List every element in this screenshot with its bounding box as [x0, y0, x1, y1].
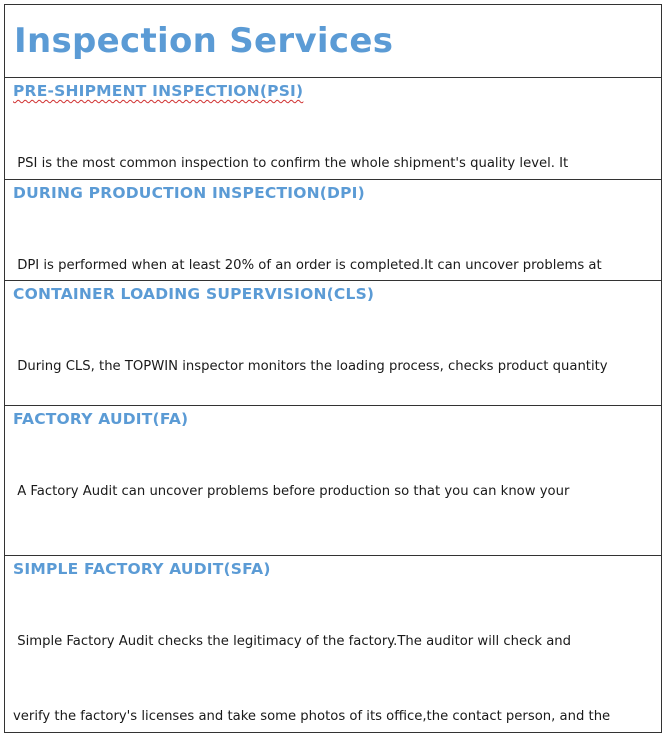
section-heading: PRE-SHIPMENT INSPECTION(PSI): [13, 82, 304, 100]
section-heading: DURING PRODUCTION INSPECTION(DPI): [13, 184, 365, 202]
section-sfa: [5, 556, 661, 732]
section-fa: [5, 406, 661, 556]
section-cls: [5, 281, 661, 406]
section-psi: [5, 78, 661, 180]
body-line: verify the factory's licenses and take some photos of its office,the contact person, and the: [13, 709, 611, 724]
section-body: [13, 203, 655, 281]
body-line: A Factory Audit can uncover problems before production so that you can know your: [13, 484, 570, 499]
section-heading: FACTORY AUDIT(FA): [13, 410, 189, 428]
body-line: PSI is the most common inspection to confirm the whole shipment's quality level. It: [13, 156, 569, 171]
title-row: [5, 5, 661, 78]
body-line: DPI is performed when at least 20% of an order is completed.It can uncover problems at: [13, 258, 602, 273]
section-heading: SIMPLE FACTORY AUDIT(SFA): [13, 560, 271, 578]
body-line: Simple Factory Audit checks the legitimacy of the factory.The auditor will check and: [13, 634, 572, 649]
inspection-services-table: [4, 4, 662, 733]
section-body: [13, 304, 655, 406]
section-body: [13, 579, 655, 732]
body-line: During CLS, the TOPWIN inspector monitors the loading process, checks product quantity: [13, 359, 608, 374]
section-body: [13, 101, 655, 180]
section-heading: CONTAINER LOADING SUPERVISION(CLS): [13, 285, 375, 303]
section-body: [13, 429, 655, 556]
page-title: Inspection Services: [14, 21, 394, 61]
section-dpi: [5, 180, 661, 281]
